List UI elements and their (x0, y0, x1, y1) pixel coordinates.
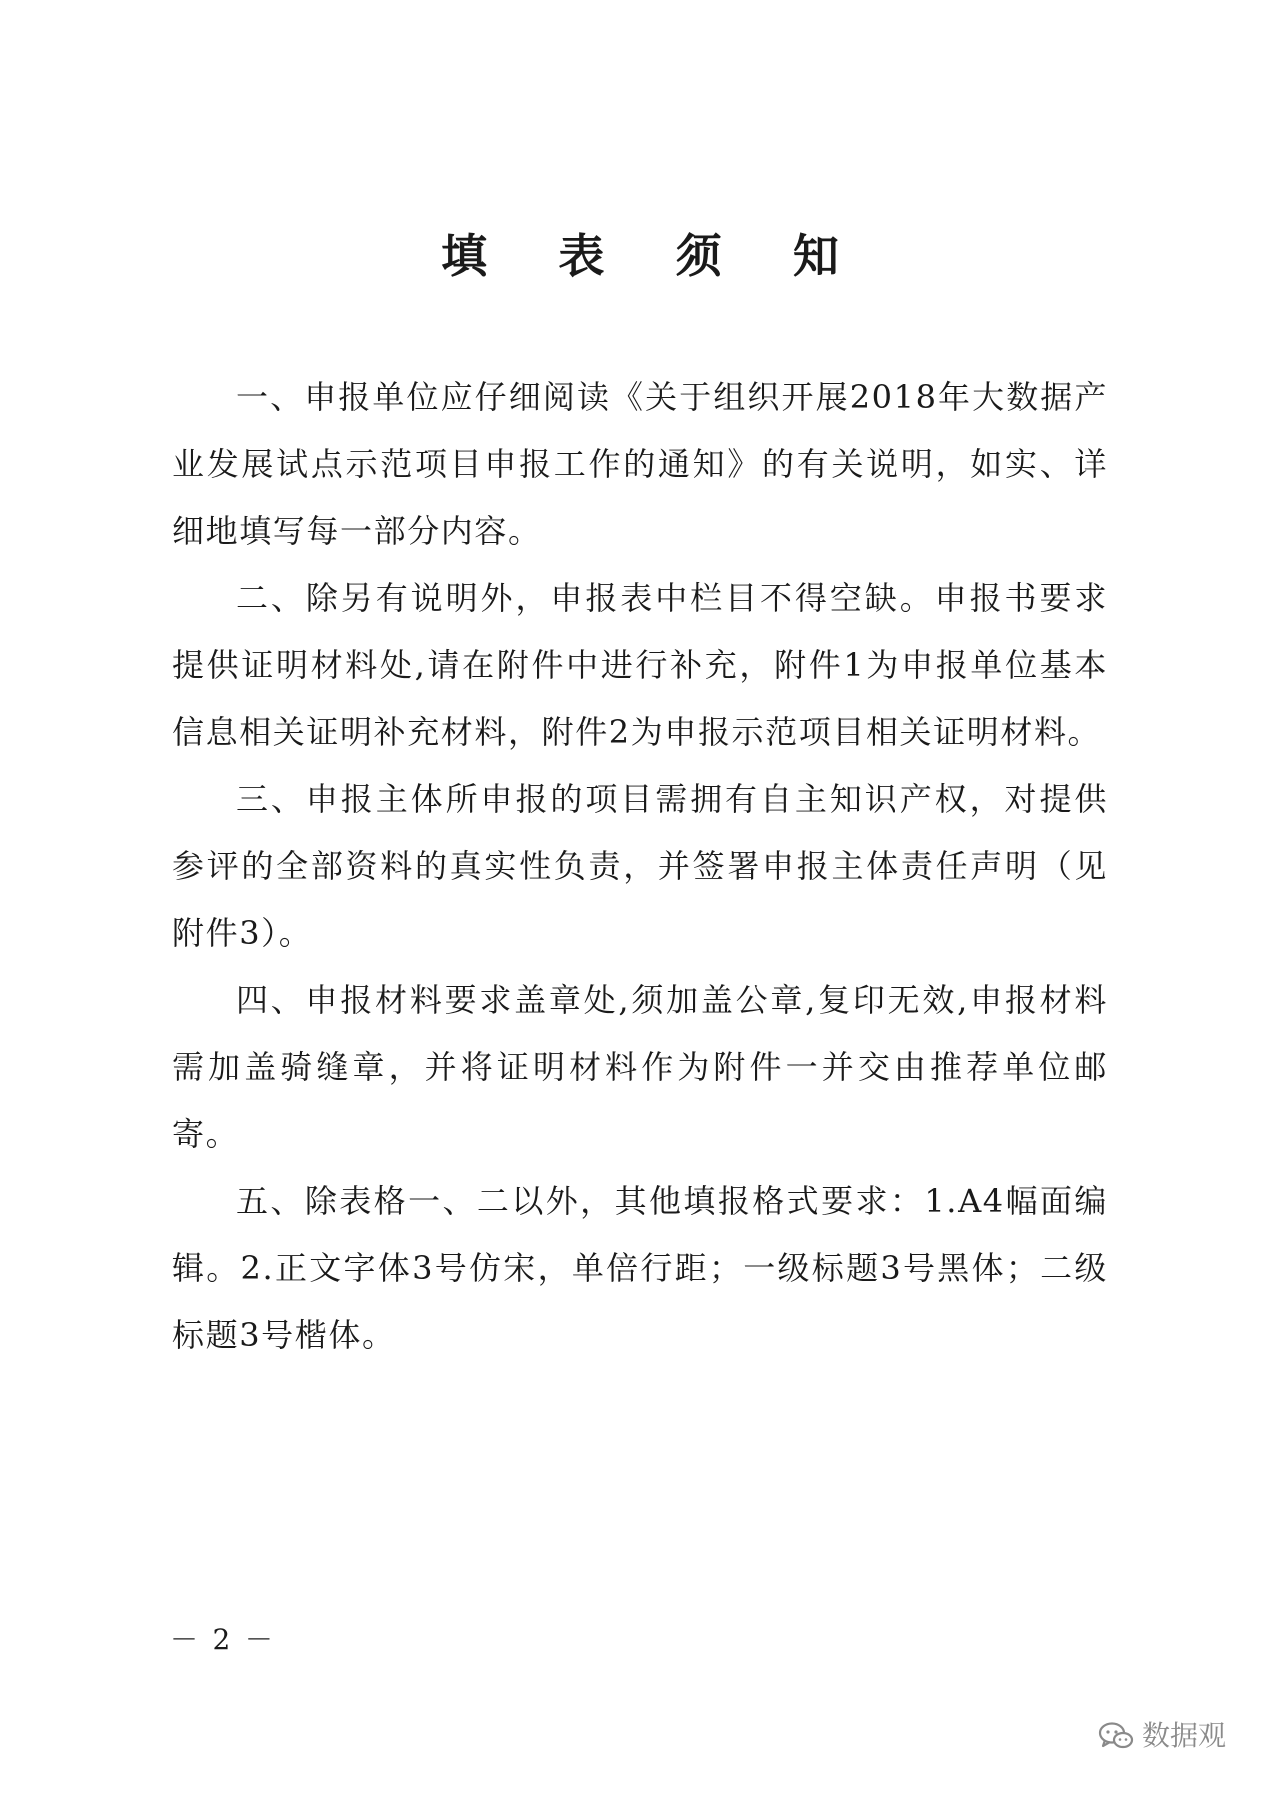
document-body (172, 364, 1108, 1369)
paragraph-4: 四、申报材料要求盖章处,须加盖公章,复印无效,申报材料需加盖骑缝章，并将证明材料作为附件一并交由推荐单位邮寄。 (172, 981, 1108, 1153)
paragraph-2: 二、除另有说明外，申报表中栏目不得空缺。申报书要求提供证明材料处,请在附件中进行补充，附件1为申报单位基本信息相关证明补充材料，附件2为申报示范项目相关证明材料。 (172, 579, 1108, 751)
paragraph-3: 三、申报主体所申报的项目需拥有自主知识产权，对提供参评的全部资料的真实性负责，并签署申报主体责任声明（见附件3）。 (172, 780, 1108, 952)
page-title: 填 表 须 知 (441, 229, 867, 283)
paragraph-5: 五、除表格一、二以外，其他填报格式要求：1.A4幅面编辑。2.正文字体3号仿宋，单倍行距；一级标题3号黑体；二级标题3号楷体。 (172, 1182, 1108, 1354)
wechat-icon (1098, 1721, 1134, 1751)
page-number: － 2 － (170, 1623, 276, 1656)
paragraph-1: 一、申报单位应仔细阅读《关于组织开展2018年大数据产业发展试点示范项目申报工作的通知》的有关说明，如实、详细地填写每一部分内容。 (172, 378, 1108, 550)
watermark (1098, 1716, 1226, 1756)
watermark-text: 数据观 (1142, 1719, 1227, 1752)
